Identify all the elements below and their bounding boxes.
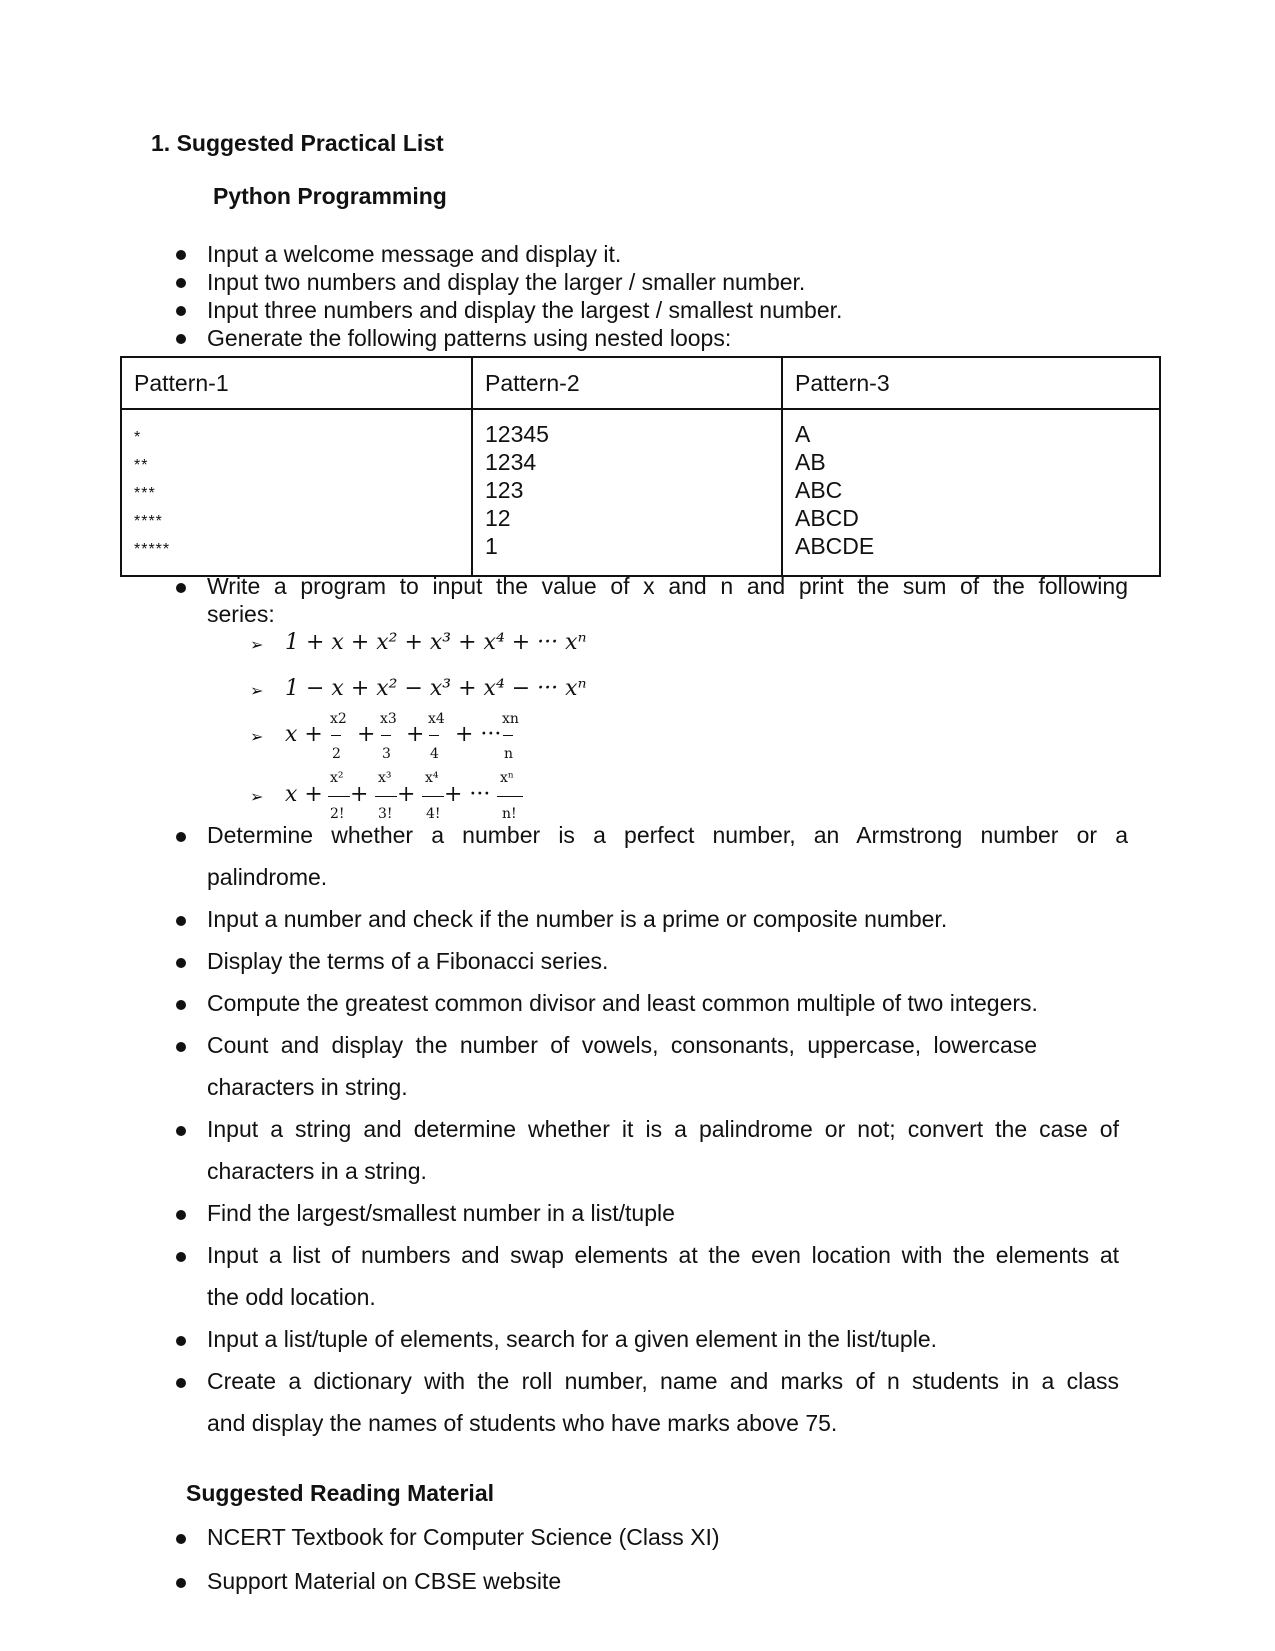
fraction-denominator: 2! bbox=[330, 806, 345, 822]
fraction-bar bbox=[429, 735, 439, 736]
fraction-numerator: x3 bbox=[380, 711, 397, 727]
fraction-denominator: 3 bbox=[382, 746, 391, 762]
formula-operator: + ··· bbox=[455, 722, 502, 747]
bullet-icon bbox=[176, 334, 186, 344]
fraction-denominator: n! bbox=[502, 806, 517, 822]
fraction-numerator: x4 bbox=[428, 711, 445, 727]
pattern-line: **** bbox=[134, 513, 163, 530]
fraction-bar bbox=[331, 735, 341, 736]
list-item-continuation: palindrome. bbox=[207, 864, 328, 890]
pattern-line: ***** bbox=[134, 541, 171, 558]
list-item-text: Support Material on CBSE website bbox=[207, 1568, 562, 1594]
pattern-line: ** bbox=[134, 457, 149, 474]
list-item-continuation: the odd location. bbox=[207, 1284, 376, 1310]
fraction-denominator: 4 bbox=[430, 746, 439, 762]
list-item-text: Input two numbers and display the larger / smaller number. bbox=[207, 269, 806, 295]
arrow-bullet-icon: ➢ bbox=[250, 727, 264, 746]
pattern1-cell bbox=[121, 409, 472, 576]
list-item-text: Compute the greatest common divisor and least common multiple of two integers. bbox=[207, 990, 1038, 1016]
bullet-icon bbox=[176, 1252, 186, 1262]
bullet-icon bbox=[176, 250, 186, 260]
bullet-icon bbox=[176, 1210, 186, 1220]
bullet-icon bbox=[176, 278, 186, 288]
table-header-cell: Pattern-2 bbox=[472, 357, 782, 409]
bullet-icon bbox=[176, 832, 186, 842]
formula-operator: + ··· bbox=[444, 782, 491, 807]
list-item-text: Create a dictionary with the roll number, name and marks of n students in a class bbox=[207, 1368, 1119, 1394]
list-item-continuation: and display the names of students who have marks above 75. bbox=[207, 1410, 838, 1436]
list-item-continuation: characters in string. bbox=[207, 1074, 408, 1100]
arrow-bullet-icon: ➢ bbox=[250, 681, 264, 700]
bullet-icon bbox=[176, 1336, 186, 1346]
list-item-text: Write a program to input the value of x and n and print the sum of the following bbox=[207, 573, 1128, 599]
series-formula-1: 1 + x + x² + x³ + x⁴ + ··· xⁿ bbox=[285, 630, 587, 655]
fraction-denominator: 3! bbox=[378, 806, 393, 822]
pattern-line: *** bbox=[134, 485, 156, 502]
pattern-line: ABCD bbox=[795, 505, 859, 531]
bullet-icon bbox=[176, 916, 186, 926]
fraction-numerator: xⁿ bbox=[500, 770, 514, 786]
bullet-icon bbox=[176, 958, 186, 968]
formula-operator: + bbox=[350, 782, 369, 807]
pattern-line: ABC bbox=[795, 477, 843, 503]
subsection-title: Python Programming bbox=[213, 183, 447, 209]
list-item-text: Find the largest/smallest number in a list/tuple bbox=[207, 1200, 675, 1226]
bullet-icon bbox=[176, 1578, 186, 1588]
table-header-cell: Pattern-3 bbox=[782, 357, 1160, 409]
fraction-bar bbox=[422, 796, 444, 797]
fraction-numerator: x³ bbox=[378, 770, 392, 786]
fraction-numerator: x² bbox=[330, 770, 344, 786]
pattern-line: ABCDE bbox=[795, 533, 875, 559]
pattern-line: A bbox=[795, 421, 811, 447]
fraction-numerator: xn bbox=[502, 711, 519, 727]
table-header-row bbox=[121, 357, 1160, 409]
list-item-text: Input a welcome message and display it. bbox=[207, 241, 622, 267]
list-item-text: NCERT Textbook for Computer Science (Class XI) bbox=[207, 1524, 720, 1550]
list-item-text: Generate the following patterns using nested loops: bbox=[207, 325, 732, 351]
bullet-icon bbox=[176, 1534, 186, 1544]
table-row bbox=[121, 409, 1160, 576]
pattern-line: 123 bbox=[485, 477, 524, 503]
table-header-cell: Pattern-1 bbox=[121, 357, 472, 409]
fraction-denominator: 4! bbox=[426, 806, 441, 822]
bullet-icon bbox=[176, 583, 186, 593]
formula-lead: x + bbox=[285, 782, 323, 807]
fraction-numerator: x2 bbox=[330, 711, 347, 727]
pattern-line: 12 bbox=[485, 505, 511, 531]
list-item-text: Input a number and check if the number is a prime or composite number. bbox=[207, 906, 948, 932]
series-formula-2: 1 − x + x² − x³ + x⁴ − ··· xⁿ bbox=[285, 676, 587, 701]
list-item-text: Determine whether a number is a perfect number, an Armstrong number or a bbox=[207, 822, 1128, 848]
fraction-denominator: n bbox=[504, 746, 514, 762]
pattern2-cell bbox=[472, 409, 782, 576]
bullet-icon bbox=[176, 1126, 186, 1136]
pattern-line: 1234 bbox=[485, 449, 537, 475]
fraction-bar bbox=[381, 735, 391, 736]
bullet-icon bbox=[176, 1042, 186, 1052]
list-item-text: Input a list of numbers and swap elements at the even location with the elements at bbox=[207, 1242, 1119, 1268]
list-item-text: Count and display the number of vowels, consonants, uppercase, lowercase bbox=[207, 1032, 1038, 1058]
list-item-continuation: series: bbox=[207, 601, 275, 627]
list-item-continuation: characters in a string. bbox=[207, 1158, 427, 1184]
arrow-bullet-icon: ➢ bbox=[250, 787, 264, 806]
patterns-table bbox=[120, 356, 1161, 577]
formula-operator: + bbox=[357, 722, 376, 747]
bullet-icon bbox=[176, 1378, 186, 1388]
fraction-bar bbox=[375, 796, 397, 797]
list-item-text: Input a list/tuple of elements, search for a given element in the list/tuple. bbox=[207, 1326, 938, 1352]
arrow-bullet-icon: ➢ bbox=[250, 635, 264, 654]
formula-operator: + bbox=[397, 782, 416, 807]
fraction-numerator: x⁴ bbox=[425, 770, 439, 786]
bullet-icon bbox=[176, 1000, 186, 1010]
fraction-denominator: 2 bbox=[332, 746, 341, 762]
formula-operator: + bbox=[406, 722, 425, 747]
fraction-bar bbox=[503, 735, 513, 736]
fraction-bar bbox=[328, 796, 350, 797]
pattern-line: AB bbox=[795, 449, 826, 475]
reading-title: Suggested Reading Material bbox=[186, 1480, 495, 1506]
pattern-line: * bbox=[134, 429, 142, 446]
list-item-text: Display the terms of a Fibonacci series. bbox=[207, 948, 609, 974]
fraction-bar bbox=[497, 796, 523, 797]
pattern-line: 1 bbox=[485, 533, 498, 559]
section-title: 1. Suggested Practical List bbox=[151, 130, 444, 156]
list-item-text: Input a string and determine whether it is a palindrome or not; convert the case of bbox=[207, 1116, 1119, 1142]
list-item-text: Input three numbers and display the largest / smallest number. bbox=[207, 297, 843, 323]
pattern-line: 12345 bbox=[485, 421, 549, 447]
formula-lead: x + bbox=[285, 722, 323, 747]
pattern3-cell bbox=[782, 409, 1160, 576]
bullet-icon bbox=[176, 306, 186, 316]
